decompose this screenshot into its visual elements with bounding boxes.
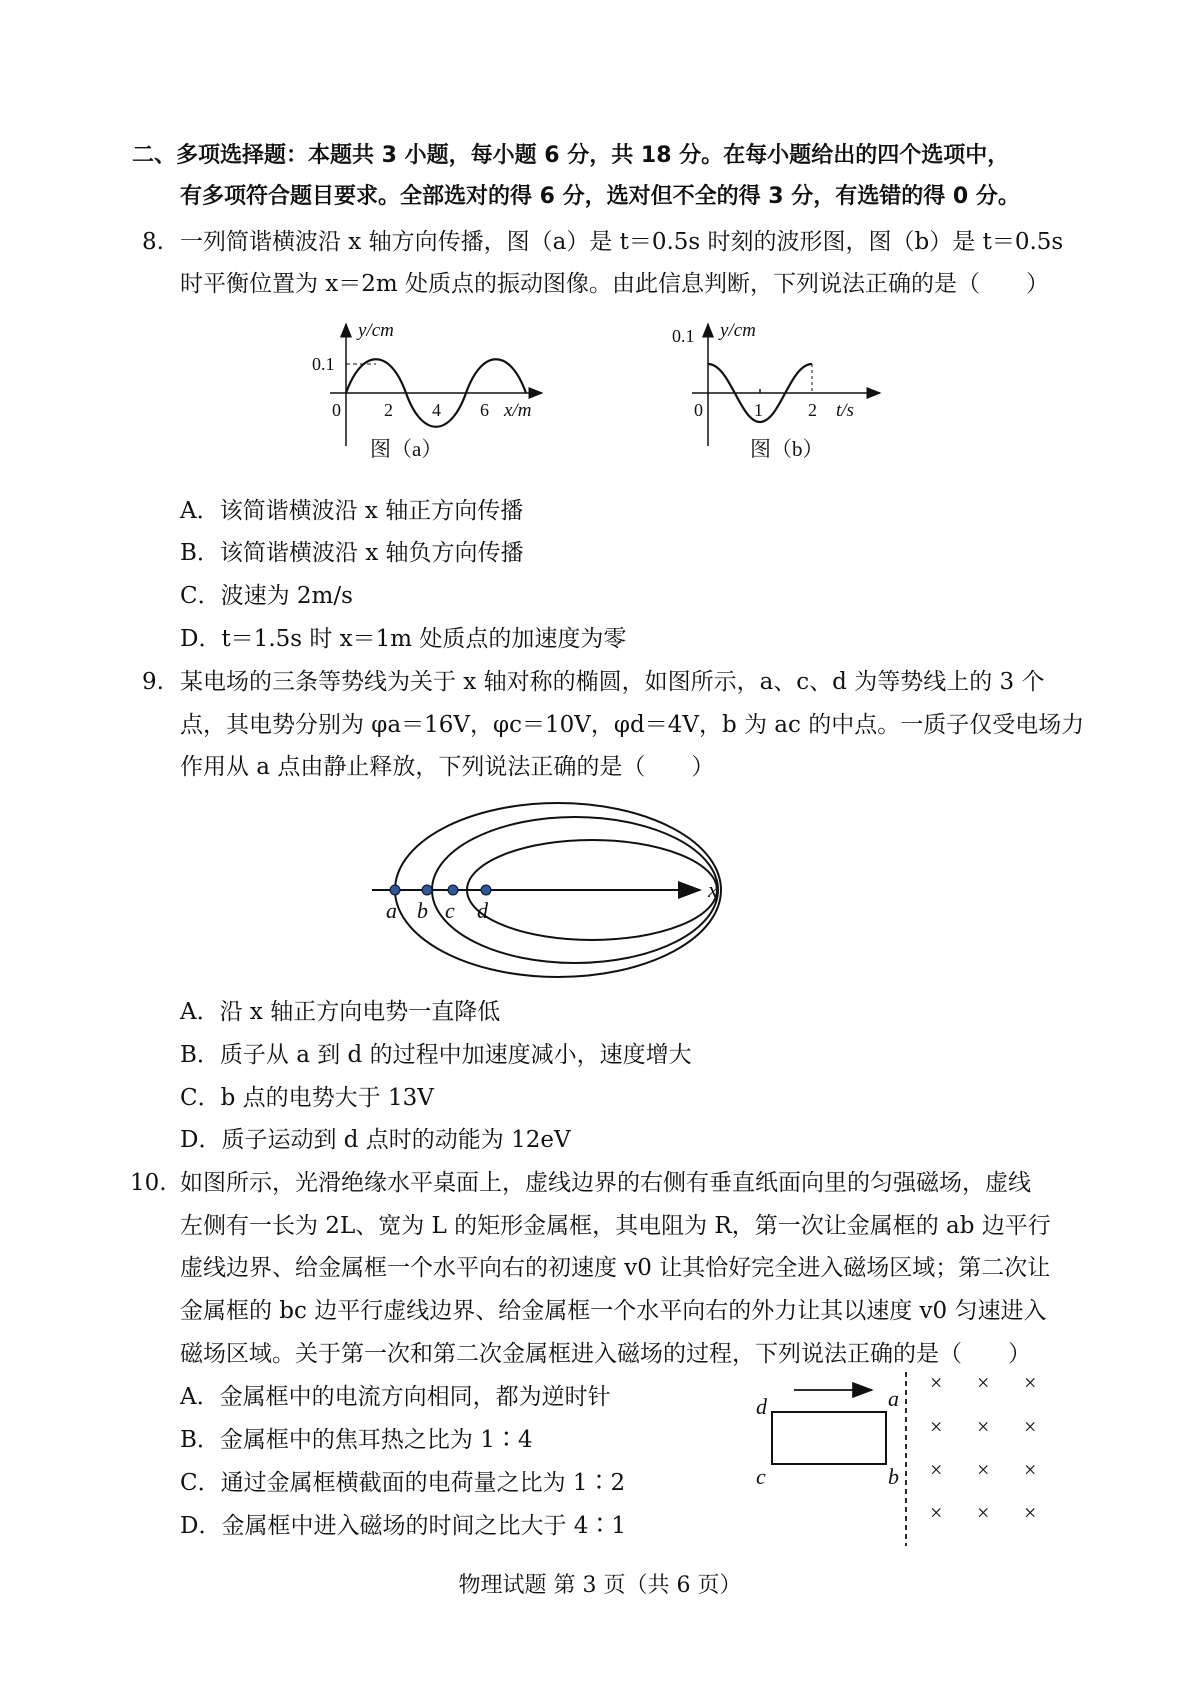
field-mark-0-0: ×: [930, 1370, 943, 1395]
fig-a-tick-2: 2: [384, 400, 393, 420]
q9-option-d: D．质子运动到 d 点时的动能为 12eV: [180, 1127, 571, 1153]
q10-stem-line-1: 如图所示，光滑绝缘水平桌面上，虚线边界的右侧有垂直纸面向里的匀强磁场，虚线: [180, 1170, 1031, 1196]
q9-option-b: B．质子从 a 到 d 的过程中加速度减小，速度增大: [180, 1042, 692, 1068]
fig-a-xlabel: x/m: [504, 400, 532, 421]
fig-a-tick-0: 0: [332, 400, 341, 420]
q9-option-c: C．b 点的电势大于 13V: [180, 1085, 434, 1111]
q8-figure-a: [310, 318, 550, 468]
point-d: [481, 885, 491, 895]
field-mark-2-1: ×: [977, 1457, 990, 1482]
q8-option-c: C．波速为 2m/s: [180, 583, 353, 609]
point-b: [422, 885, 432, 895]
q9-number: 9.: [142, 669, 164, 695]
q9-stem-line-3: 作用从 a 点由静止释放，下列说法正确的是（ ）: [180, 754, 715, 780]
field-mark-3-2: ×: [1024, 1500, 1037, 1525]
label-d: d: [477, 898, 488, 923]
q10-figure: [740, 1370, 1080, 1550]
magnetic-field-marks: [930, 1370, 1036, 1525]
field-mark-1-0: ×: [930, 1414, 943, 1439]
label-b: b: [417, 898, 428, 923]
q8-stem-line-1: 一列简谐横波沿 x 轴方向传播，图（a）是 t＝0.5s 时刻的波形图，图（b）是 t＝0.5s: [180, 229, 1064, 255]
fig-b-ylabel: y/cm: [720, 320, 756, 341]
q10-number: 10.: [130, 1170, 167, 1196]
q9-figure: [370, 800, 800, 980]
x-axis-label: x: [708, 877, 718, 902]
label-a: a: [386, 898, 397, 923]
q8-option-d: D．t＝1.5s 时 x＝1m 处质点的加速度为零: [180, 626, 627, 652]
q8-figure-b: [668, 318, 888, 468]
label-b: b: [888, 1464, 899, 1489]
field-mark-0-2: ×: [1024, 1370, 1037, 1395]
section-title-line-2: 有多项符合题目要求。全部选对的得 6 分，选对但不全的得 3 分，有选错的得 0 分。: [180, 184, 1020, 209]
fig-b-caption: 图（b）: [750, 437, 824, 461]
field-mark-1-1: ×: [977, 1414, 990, 1439]
page-footer: 物理试题 第 3 页（共 6 页）: [458, 1573, 742, 1598]
q8-option-a: A．该简谐横波沿 x 轴正方向传播: [180, 498, 524, 524]
fig-a-caption: 图（a）: [370, 437, 443, 461]
q10-stem-line-5: 磁场区域。关于第一次和第二次金属框进入磁场的过程，下列说法正确的是（ ）: [180, 1341, 1031, 1367]
q9-option-a: A．沿 x 轴正方向电势一直降低: [180, 999, 501, 1025]
field-mark-3-1: ×: [977, 1500, 990, 1525]
label-c: c: [756, 1464, 766, 1489]
q8-stem-line-2: 时平衡位置为 x＝2m 处质点的振动图像。由此信息判断，下列说法正确的是（ ）: [180, 271, 1050, 297]
q8-option-b: B．该简谐横波沿 x 轴负方向传播: [180, 540, 524, 566]
fig-b-tick-1: 1: [754, 400, 763, 420]
fig-a-tick-6: 6: [480, 400, 489, 420]
q10-stem-line-2: 左侧有一长为 2L、宽为 L 的矩形金属框，其电阻为 R，第一次让金属框的 ab 边平行: [180, 1213, 1051, 1239]
field-mark-0-1: ×: [977, 1370, 990, 1395]
metal-frame: [772, 1412, 886, 1464]
fig-a-tick-y: 0.1: [312, 354, 335, 374]
field-mark-2-0: ×: [930, 1457, 943, 1482]
field-mark-2-2: ×: [1024, 1457, 1037, 1482]
q10-option-c: C．通过金属框横截面的电荷量之比为 1∶2: [180, 1470, 626, 1496]
label-d: d: [756, 1394, 767, 1419]
q10-stem-line-3: 虚线边界、给金属框一个水平向右的初速度 v0 让其恰好完全进入磁场区域；第二次让: [180, 1255, 1051, 1281]
q10-option-b: B．金属框中的焦耳热之比为 1∶4: [180, 1427, 533, 1453]
q10-option-d: D．金属框中进入磁场的时间之比大于 4∶1: [180, 1513, 627, 1539]
fig-a-ylabel: y/cm: [358, 320, 394, 341]
label-c: c: [445, 898, 455, 923]
fig-b-tick-y: 0.1: [672, 326, 695, 346]
point-c: [448, 885, 458, 895]
field-mark-3-0: ×: [930, 1500, 943, 1525]
fig-b-tick-2: 2: [808, 400, 817, 420]
q10-option-a: A．金属框中的电流方向相同，都为逆时针: [180, 1384, 611, 1410]
fig-b-tick-0: 0: [694, 400, 703, 420]
field-mark-1-2: ×: [1024, 1414, 1037, 1439]
point-a: [390, 885, 400, 895]
fig-a-tick-4: 4: [432, 400, 441, 420]
label-a: a: [888, 1386, 899, 1411]
fig-b-xlabel: t/s: [836, 400, 854, 421]
q9-stem-line-2: 点，其电势分别为 φa＝16V，φc＝10V，φd＝4V，b 为 ac 的中点。一质子仅受电场力: [180, 712, 1085, 738]
q10-stem-line-4: 金属框的 bc 边平行虚线边界、给金属框一个水平向右的外力让其以速度 v0 匀速进入: [180, 1298, 1047, 1324]
q9-stem-line-1: 某电场的三条等势线为关于 x 轴对称的椭圆，如图所示，a、c、d 为等势线上的 3 个: [180, 669, 1045, 695]
q8-number: 8.: [142, 229, 164, 255]
section-title-line-1: 二、多项选择题：本题共 3 小题，每小题 6 分，共 18 分。在每小题给出的四个选项中，: [132, 143, 1010, 168]
